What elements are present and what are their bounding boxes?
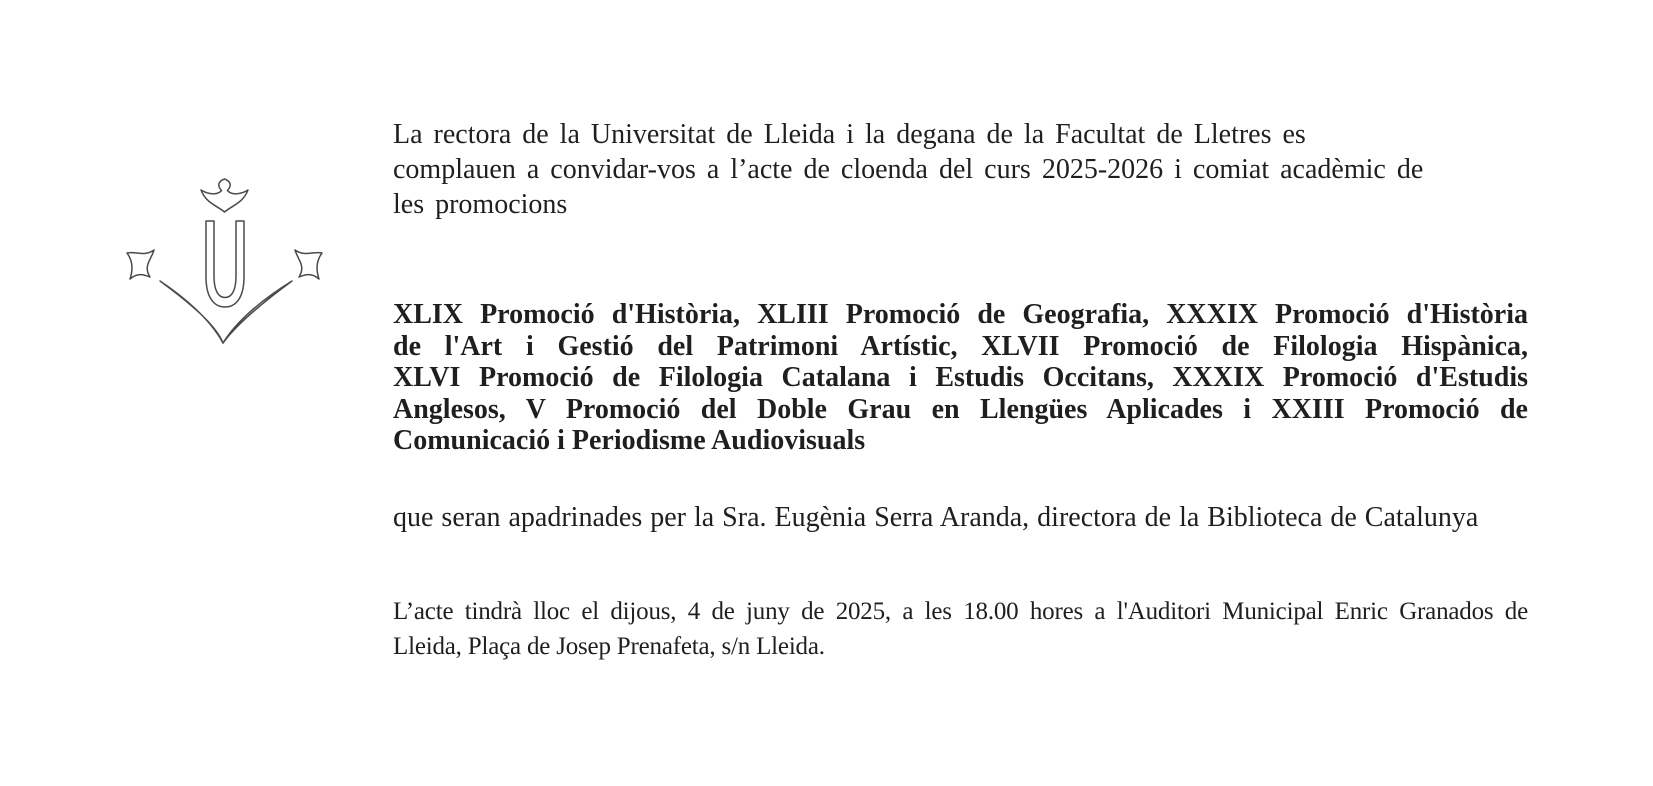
text-line: Comunicació i Periodisme Audiovisuals: [393, 425, 866, 456]
text-line: XLVI Promoció de Filologia Catalana i Estudis Occitans, XXXIX Promoció d'Estudis: [393, 362, 1528, 393]
text-line: les promocions: [393, 189, 568, 220]
promotions-paragraph: [393, 299, 1528, 457]
intro-paragraph: [393, 117, 1528, 222]
logo-fleur-icon: [201, 179, 248, 212]
text-line: Lleida, Plaça de Josep Prenafeta, s/n Lleida.: [393, 633, 825, 660]
text-line: La rectora de la Universitat de Lleida i la degana de la Facultat de Lletres es: [393, 119, 1306, 150]
text-line: XLIX Promoció d'Història, XLIII Promoció de Geografia, XXXIX Promoció d'Història: [393, 299, 1528, 330]
patron-paragraph: [393, 500, 1528, 535]
logo-left-star-icon: [127, 250, 154, 279]
logo-u-icon: [206, 221, 244, 307]
text-line: L’acte tindrà lloc el dijous, 4 de juny de 2025, a les 18.00 hores a l'Auditori Municipal Enric Granados de: [393, 598, 1528, 625]
text-line: que seran apadrinades per la Sra. Eugènia Serra Aranda, directora de la Biblioteca de Catalunya: [393, 502, 1479, 533]
text-line: de l'Art i Gestió del Patrimoni Artístic, XLVII Promoció de Filologia Hispànica,: [393, 330, 1528, 362]
event-details-paragraph: [393, 594, 1528, 664]
text-line: complauen a convidar-vos a l’acte de cloenda del curs 2025-2026 i comiat acadèmic de: [393, 154, 1424, 185]
text-line: Anglesos, V Promoció del Doble Grau en Llengües Aplicades i XXIII Promoció de: [393, 393, 1528, 425]
logo-right-star-icon: [295, 250, 322, 279]
universitat-de-lleida-logo-icon: [126, 177, 324, 345]
